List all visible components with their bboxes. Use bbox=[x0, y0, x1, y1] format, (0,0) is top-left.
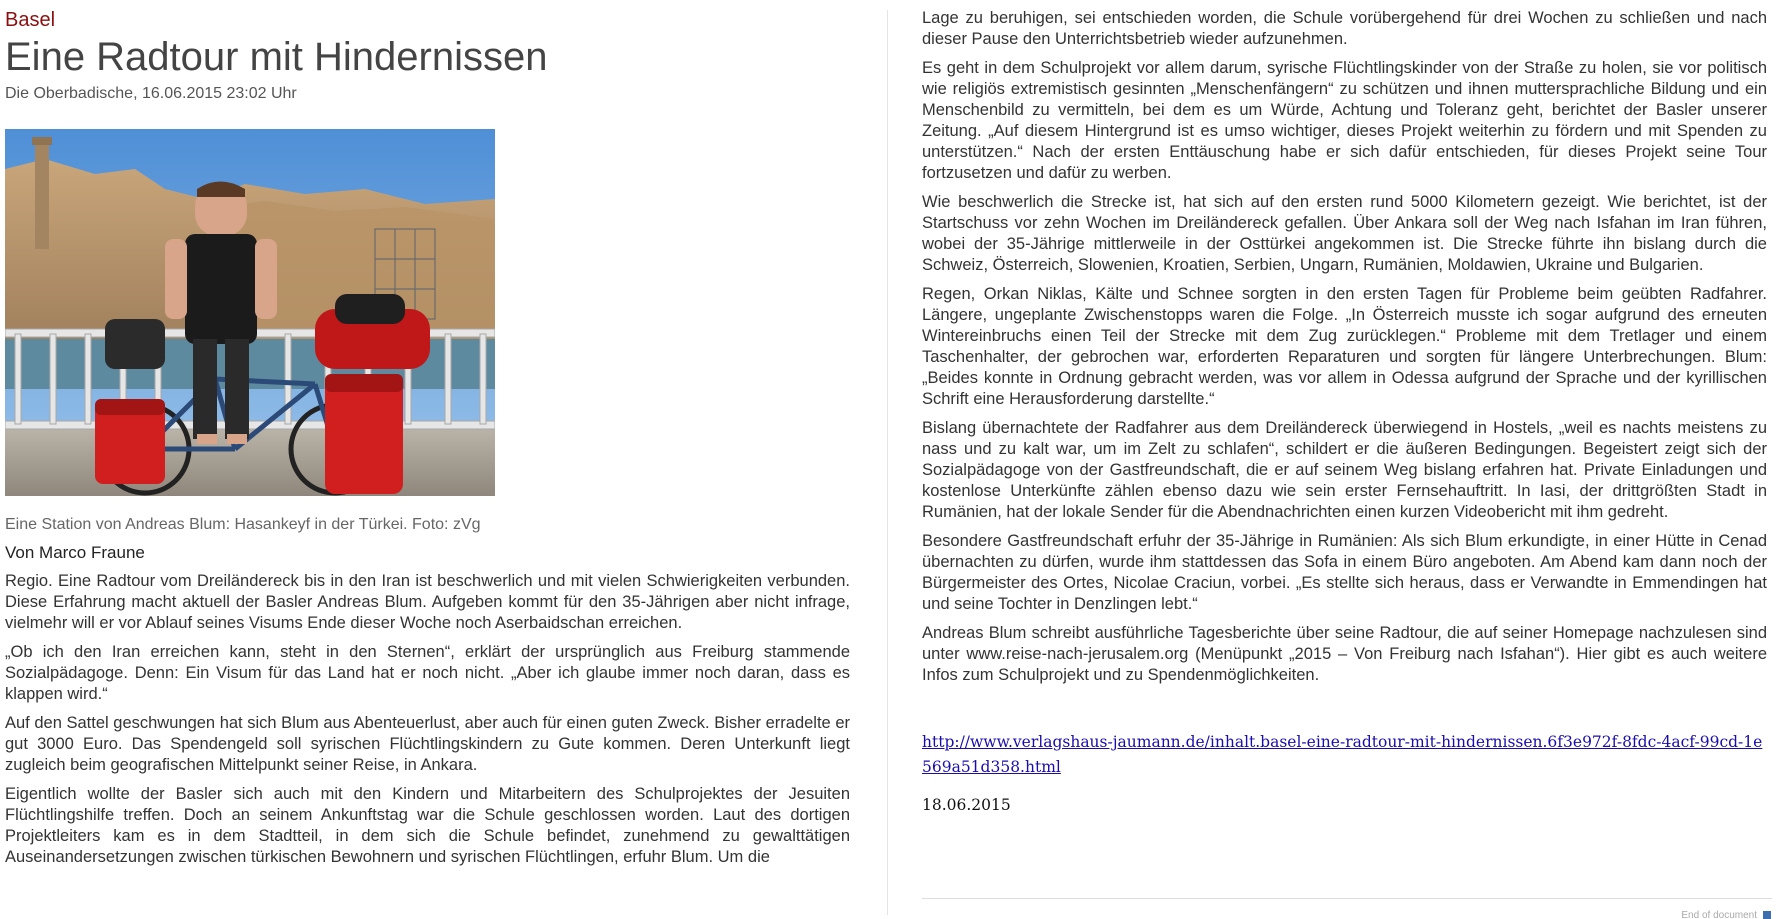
photo-caption: Eine Station von Andreas Blum: Hasankeyf in der Türkei. Foto: zVg bbox=[5, 516, 481, 533]
article-photo bbox=[5, 129, 495, 496]
article-meta: Die Oberbadische, 16.06.2015 23:02 Uhr bbox=[5, 85, 297, 102]
article-title: Eine Radtour mit Hindernissen bbox=[5, 35, 548, 79]
column-divider bbox=[887, 10, 888, 915]
end-of-document-label: End of document bbox=[1681, 910, 1757, 919]
article-paragraph: Wie beschwerlich die Strecke ist, hat sich auf den ersten rund 5000 Kilometern gezeigt. Wie berichtet, ist der Startschuss vor zehn Wochen im Dreiländereck gefallen. Über Ankara soll der Weg nach Isfahan im Iran führen, wobei der 35-Jährige mittlerweile in der Osttürkei angekommen ist. Die Strecke führte ihn bislang durch die Schweiz, Österreich, Slowenien, Kroatien, Serbien, Ungarn, Rumänien, Moldawien, Ukraine und Bulgarien. bbox=[922, 193, 1767, 274]
article-paragraph: Besondere Gastfreundschaft erfuhr der 35-Jährige in Rumänien: Als sich Blum erkundigte, in einer Hütte in Cenad übernachten zu dürfen, wurde ihm stattdessen das Sofa in einem Büro angeboten. Am Abend kam dann noch der Bürgermeister des Ortes, Nicolae Craciun, vorbei. „Es stellte sich heraus, dass er Verwandte in Emmendingen hat und seine Tochter in Denzlingen lebt.“ bbox=[922, 532, 1767, 613]
article-right-column bbox=[922, 8, 1767, 816]
article-paragraph: Regen, Orkan Niklas, Kälte und Schnee sorgten in den ersten Tagen für Probleme beim geübten Radfahrer. Längere, ungeplante Zwischenstopps waren die Folge. „In Österreich musste ich sogar aufgrund des erneuten Wintereinbruchs einen Teil der Strecke mit dem Zug zurücklegen.“ Probleme mit dem Tretlager und einem Taschenhalter, der gebrochen war, erforderten Reparaturen und sorgten für längere Unterbrechungen. Blum: „Beides konnte in Ordnung gebracht werden, was vor allem in Odessa aufgrund der Sprache und der kyrillischen Schrift eine Herausforderung darstellte.“ bbox=[922, 285, 1767, 408]
article-paragraph: Lage zu beruhigen, sei entschieden worden, die Schule vorübergehend für drei Wochen zu schließen und nach dieser Pause den Unterrichtsbetrieb wieder aufzunehmen. bbox=[922, 9, 1767, 48]
article-kicker: Basel bbox=[5, 9, 56, 31]
article-paragraph: Es geht in dem Schulprojekt vor allem darum, syrische Flüchtlingskinder von der Straße zu holen, sie vor politisch wie religiös extremistisch gesinnten „Menschenfängern“ zu schützen und ihnen muttersprachliche Bildung und ein Menschenbild zu vermitteln, bei dem es um Würde, Achtung und Toleranz geht, berichtet der Basler unserer Zeitung. „Auf diesem Hintergrund ist es umso wichtiger, dieses Projekt weiterhin zu fördern und mit Spenden zu unterstützen.“ Nach der ersten Enttäuschung habe er sich dafür entschieden, für dieses Projekt seine Tour fortzusetzen und dafür zu werben. bbox=[922, 59, 1767, 182]
article-paragraph: Eigentlich wollte der Basler sich auch mit den Kindern und Mitarbeitern des Schulprojektes der Jesuiten Flüchtlingshilfe treffen. Doch an seinem Ankunftstag war die Schule geschlossen worden. Laut des dortigen Projektleiters kam es in dem Stadtteil, in dem sich die Schule befindet, zunehmend zu gewalttätigen Auseinandersetzungen zwischen türkischen Bewohnern und syrischen Flüchtlingen, erfuhr Blum. Um die bbox=[5, 785, 850, 866]
article-author: Von Marco Fraune bbox=[5, 543, 145, 562]
article-paragraph: Bislang übernachtete der Radfahrer aus dem Dreiländereck überwiegend in Hostels, „weil es nachts meistens zu nass und zu kalt war, um im Zelt zu schlafen“, schildert er die äußeren Bedingungen. Begeistert zeigt sich der Sozialpädagoge von der Gastfreundschaft, die er auf seinem Weg bislang erfahren hat. Private Einladungen und kostenlose Unterkünfte zählen ebenso dazu wie sein erster Fernsehauftritt. In Iasi, der drittgrößten Stadt in Rumänien, hat der lokale Sender für die Abendnachrichten einen kurzen Videobericht mit ihm gedreht. bbox=[922, 419, 1767, 521]
end-of-document-marker bbox=[1763, 911, 1771, 919]
article-paragraph: „Ob ich den Iran erreichen kann, steht in den Sternen“, erklärt der ursprünglich aus Freiburg stammende Sozialpädagoge. Denn: Ein Visum für das Land hat er noch nicht. „Aber ich glaube immer noch daran, dass es klappen wird.“ bbox=[5, 643, 850, 703]
source-url-link[interactable]: http://www.verlagshaus-jaumann.de/inhalt.basel-eine-radtour-mit-hindernissen.6f3e972f-8fdc-4acf-99cd-1e569a51d358.html bbox=[922, 733, 1763, 776]
article-left-column bbox=[5, 8, 850, 876]
source-date: 18.06.2015 bbox=[922, 796, 1011, 814]
article-paragraph: Auf den Sattel geschwungen hat sich Blum aus Abenteuerlust, aber auch für einen guten Zweck. Bisher erradelte er gut 3000 Euro. Das Spendengeld soll syrischen Flüchtlingskindern zu Gute kommen. Deren Unterkunft liegt zugleich beim geografischen Mittelpunkt seiner Reise, in Ankara. bbox=[5, 714, 850, 774]
document-end-rule bbox=[922, 898, 1772, 899]
article-paragraph: Regio. Eine Radtour vom Dreiländereck bis in den Iran ist beschwerlich und mit vielen Schwierigkeiten verbunden. Diese Erfahrung macht aktuell der Basler Andreas Blum. Aufgeben kommt für den 35-Jährigen aber nicht infrage, vielmehr will er vor Ablauf seines Visums Ende dieser Woche noch Aserbaidschan erreichen. bbox=[5, 572, 850, 632]
article-paragraph: Andreas Blum schreibt ausführliche Tagesberichte über seine Radtour, die auf seiner Homepage nachzulesen sind unter www.reise-nach-jerusalem.org (Menüpunkt „2015 – Von Freiburg nach Isfahan“). Hier gibt es auch weitere Infos zum Schulprojekt und zu Spendenmöglichkeiten. bbox=[922, 624, 1767, 684]
